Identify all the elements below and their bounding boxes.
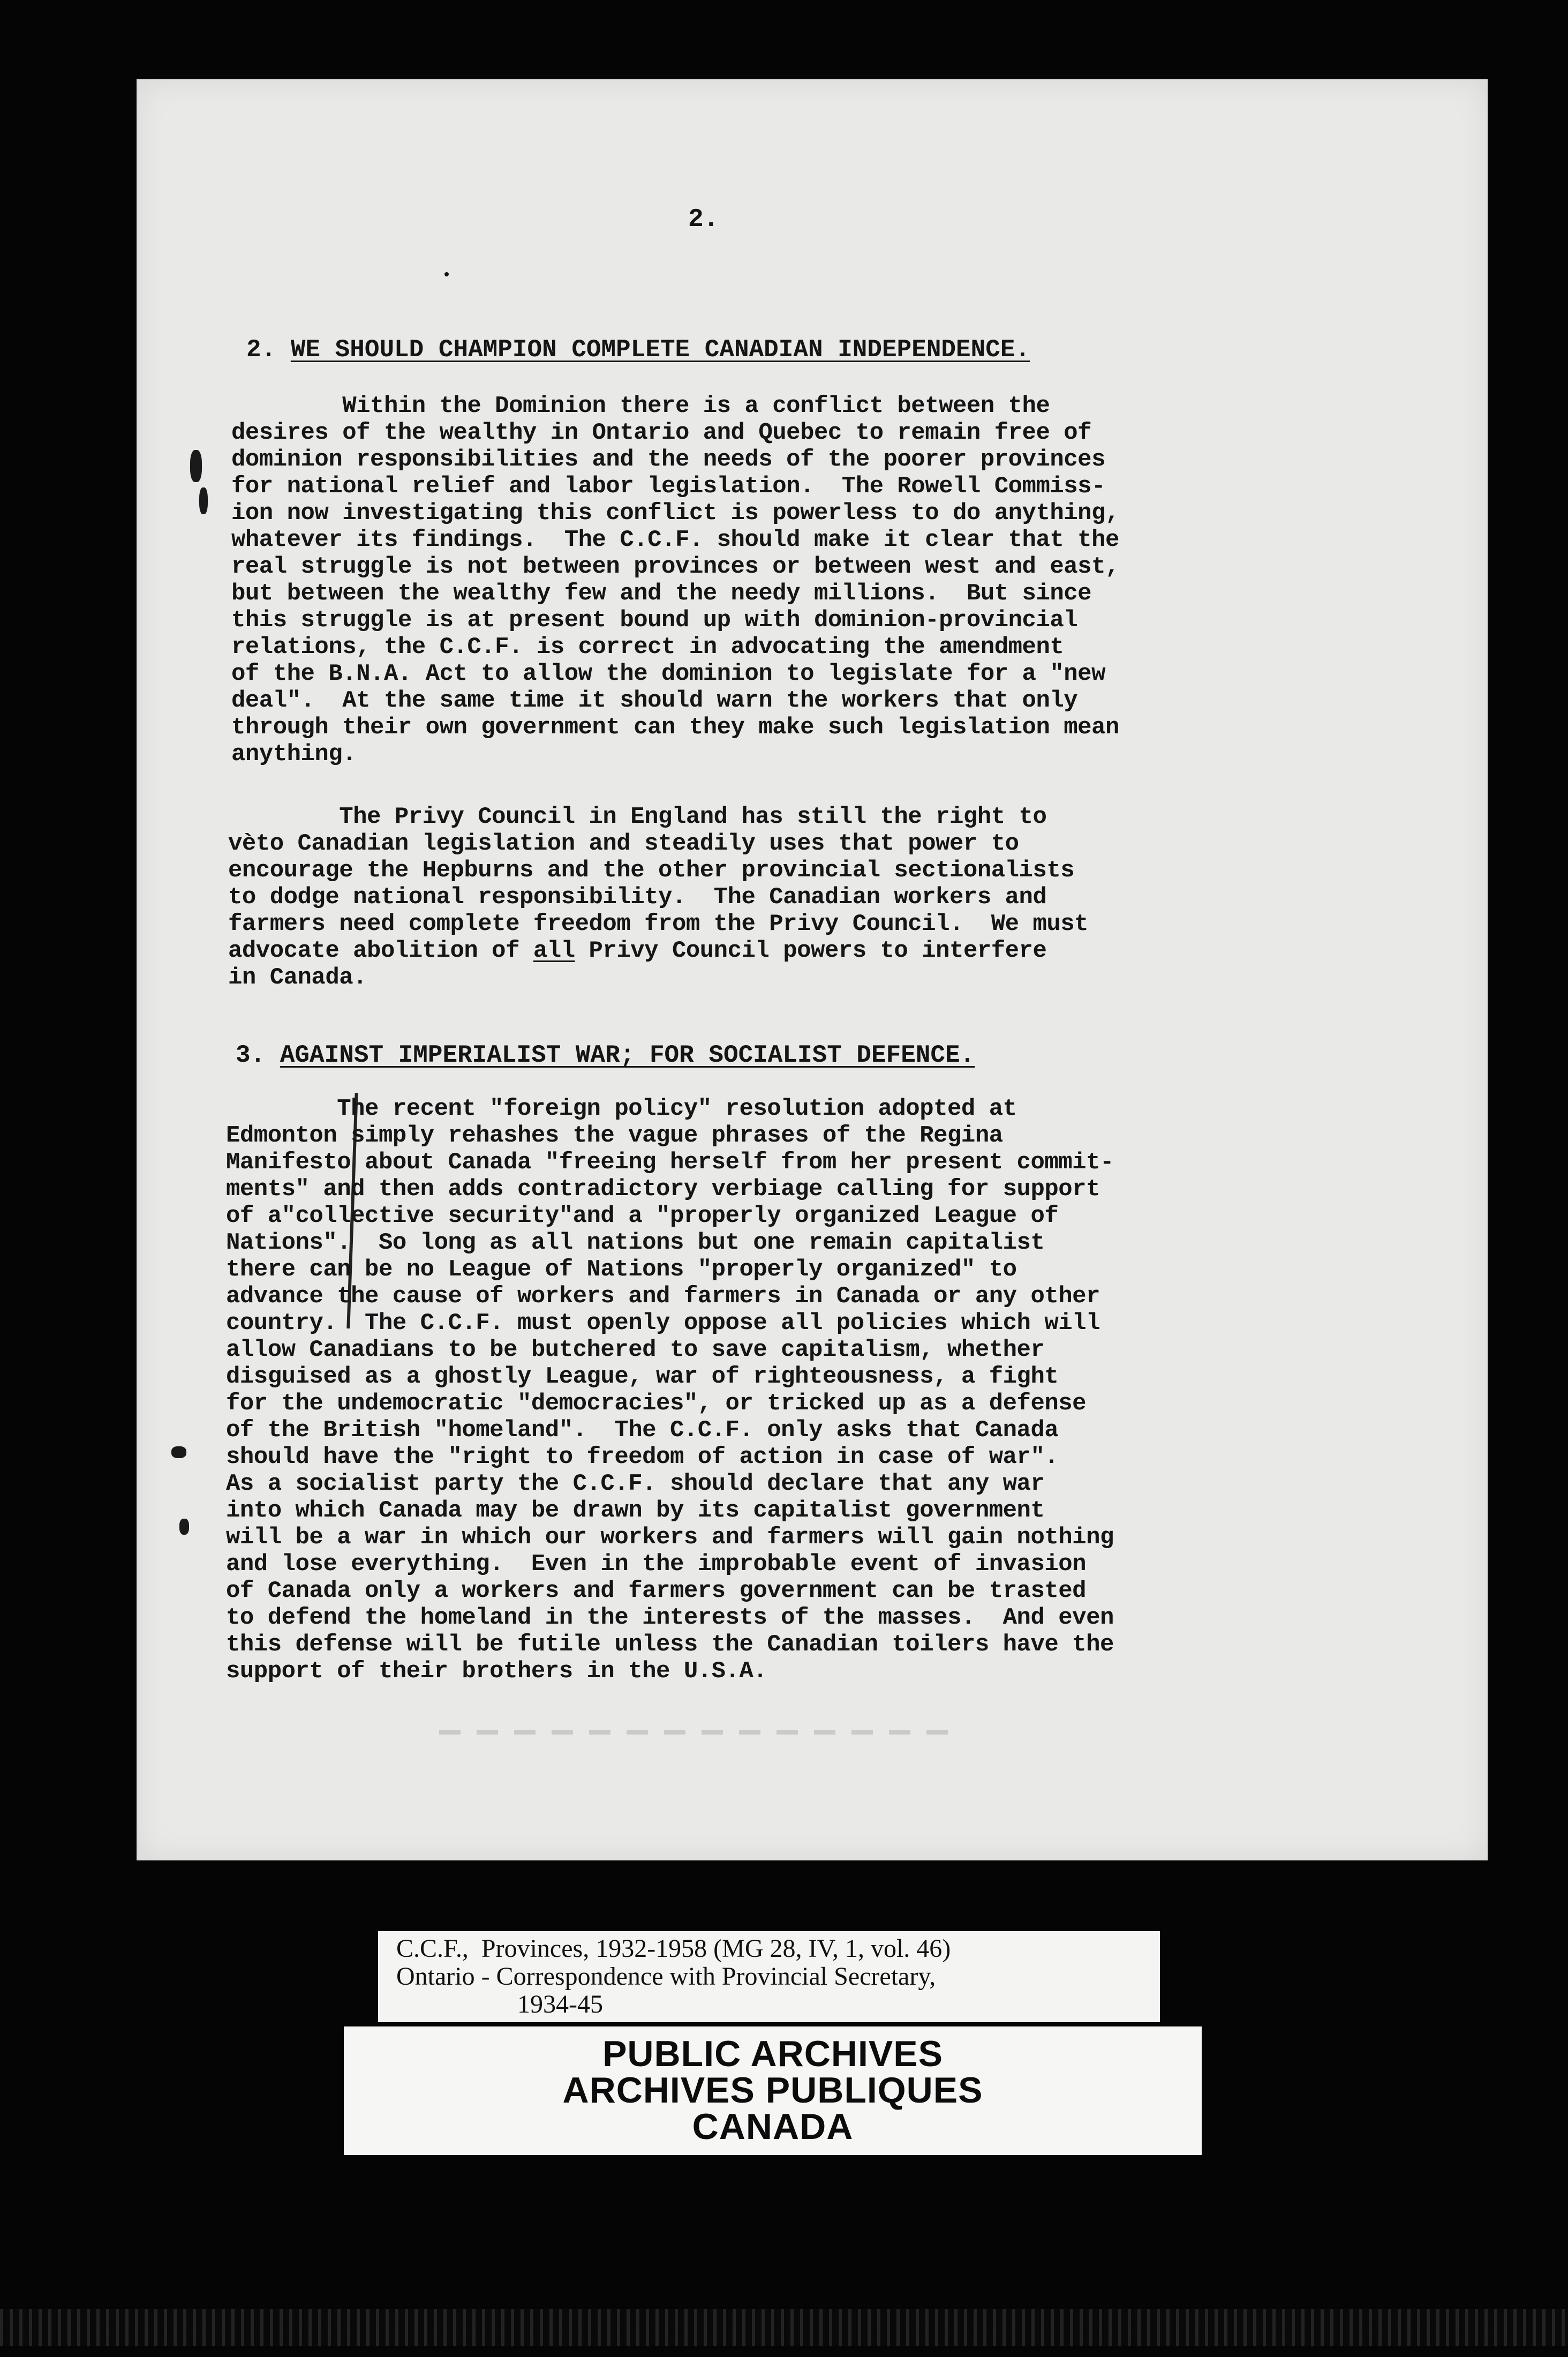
margin-ink-mark <box>179 1519 189 1535</box>
section-3-title: AGAINST IMPERIALIST WAR; FOR SOCIALIST DEFENCE. <box>280 1041 975 1069</box>
margin-ink-mark <box>190 450 202 482</box>
section-2-title: WE SHOULD CHAMPION COMPLETE CANADIAN INDEPENDENCE. <box>290 336 1030 364</box>
section-2-number: 2. <box>246 336 276 364</box>
section-2-heading <box>246 336 1030 363</box>
film-edge-strip <box>0 2309 1568 2346</box>
para-2-text-start: The Privy Council in England has still the right to vèto Canadian legislation and steadily uses that power to encourage the Hepburns and the other provincial sectionalists to dodge national responsibility. The Canadian workers and farmers need complete freedom from the Privy Council. We must advocate abolition of <box>228 804 1089 964</box>
section-3-number: 3. <box>236 1041 266 1069</box>
margin-ink-mark <box>199 487 208 514</box>
para-2-text-end: Privy Council powers to interfere in Canada. <box>228 937 1047 991</box>
archive-reference-label <box>378 1931 1160 2022</box>
section-2-paragraph-2 <box>228 804 1088 991</box>
section-3-heading <box>236 1042 975 1069</box>
stamp-line-1: PUBLIC ARCHIVES <box>602 2033 943 2074</box>
section-3-paragraph-1: The recent "foreign policy" resolution adopted at Edmonton simply rehashes the vague phrases of the Regina Manifesto about Canada "freeing herself from her present commit- ments" and then adds contradictory verbiage calling for support of a"collective security"and a "properly organized League of Nations". So long as all nations but one remain capitalist there can be no League of Nations "properly organized" to advance the cause of workers and farmers in Canada or any other country. The C.C.F. must openly oppose all policies which will allow Canadians to be butchered to save capitalism, whether disguised as a ghostly League, war of righteousness, a fight for the undemocratic "democracies", or tricked up as a defense of the British "homeland". The C.C.F. only asks that Canada should have the "right to freedom of action in case of war". As a socialist party the C.C.F. should declare that any war into which Canada may be drawn by its capitalist government will be a war in which our workers and farmers will gain nothing and lose everything. Even in the improbable event of invasion of Canada only a workers and farmers government can be trasted to defend the homeland in the interests of the masses. And even this defense will be futile unless the Canadian toilers have the support of their brothers in the U.S.A. <box>226 1095 1114 1685</box>
speck-mark <box>444 272 449 276</box>
stamp-line-3: CANADA <box>692 2106 854 2147</box>
label-line-1: C.C.F., Provinces, 1932-1958 (MG 28, IV, 1, vol. 46) <box>396 1934 951 1963</box>
label-line-2: Ontario - Correspondence with Provincial Secretary, <box>396 1962 936 1991</box>
section-2-paragraph-1: Within the Dominion there is a conflict between the desires of the wealthy in Ontario and Quebec to remain free of dominion responsibilities and the needs of the poorer provinces for national relief and labor legislation. The Rowell Commiss- ion now investigating this conflict is powerless to do anything, whatever its findings. The C.C.F. should make it clear that the real struggle is not between provinces or between west and east, but between the wealthy few and the needy millions. But since this struggle is at present bound up with dominion-provincial relations, the C.C.F. is correct in advocating the amendment of the B.N.A. Act to allow the dominion to legislate for a "new deal". At the same time it should warn the workers that only through their own government can they make such legislation mean anything. <box>231 393 1119 768</box>
stamp-line-2: ARCHIVES PUBLIQUES <box>562 2070 983 2111</box>
archives-stamp <box>344 2026 1202 2155</box>
page-number: 2. <box>688 205 719 234</box>
margin-ink-mark <box>171 1446 186 1458</box>
underlined-word-all: all <box>533 937 575 964</box>
faint-typed-remnant <box>439 1730 964 1735</box>
label-line-3: 1934-45 <box>517 1990 603 2018</box>
